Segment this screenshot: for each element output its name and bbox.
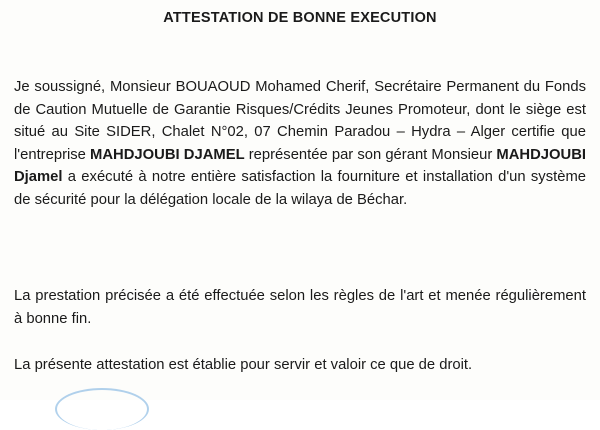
- paragraph-text: Je soussigné, Monsieur BOUAOUD Mohamed Cherif, Secrétaire Permanent du Fonds de Caution Mutuelle de Garantie Risques/Crédits Jeunes Promoteur, dont le siège est situé au Site SIDER, Chalet N°02, 07 Chemin Paradou – Hydra – Alger certifie que l'entreprise: [14, 79, 586, 163]
- paragraph-text: représentée par son gérant Monsieur: [244, 146, 497, 163]
- paragraph-text: a exécuté à notre entière satisfaction la fourniture et installation d'un système de sécurité pour la délégation locale de la wilaya de Béchar.: [14, 169, 586, 208]
- paragraph-certification: [14, 76, 586, 211]
- manager-name: MAHDJOUBI Djamel: [14, 146, 586, 185]
- paragraph-execution: La prestation précisée a été effectuée selon les règles de l'art et menée régulièrement à bonne fin.: [14, 288, 586, 327]
- paragraph-closing: La présente attestation est établie pour servir et valoir ce que de droit.: [14, 357, 473, 373]
- document-title: ATTESTATION DE BONNE EXECUTION: [163, 10, 437, 26]
- official-stamp: [55, 388, 149, 430]
- company-name: MAHDJOUBI DJAMEL: [90, 146, 245, 163]
